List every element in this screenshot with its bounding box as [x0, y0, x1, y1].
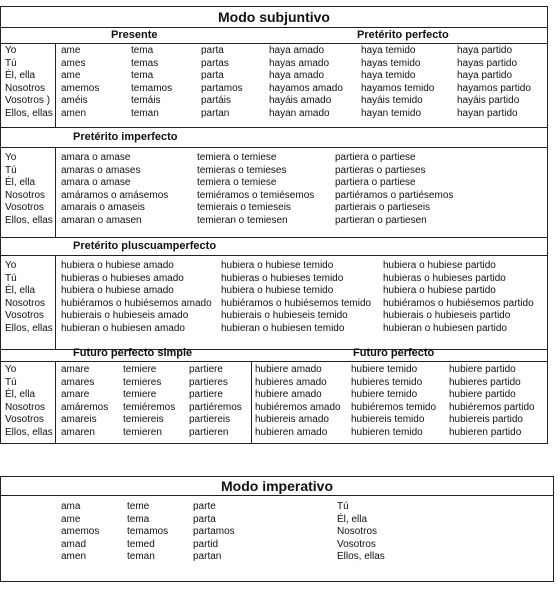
- conjugation-cell: teme: [127, 501, 150, 512]
- conjugation-cell: partiera o partiese: [335, 152, 416, 163]
- pronoun-column: [5, 45, 53, 120]
- divider: [1, 127, 547, 128]
- conjugation-cell: partiere: [189, 389, 223, 400]
- conjugation-cell: haya amado: [269, 45, 325, 56]
- pronoun-divider: [55, 361, 56, 443]
- conjugation-cell: hayas temido: [361, 57, 421, 69]
- conjugation-cell: ame: [61, 513, 81, 525]
- conjugation-cell: amarais o amaseis: [61, 202, 145, 213]
- conjugation-cell: hubiere amado: [255, 389, 322, 400]
- conjugation-cell: partiéramos o partiésemos: [335, 189, 454, 201]
- conjugation-cell: hayamos temido: [361, 82, 435, 94]
- conjugation-cell: Ellos, ellas: [337, 551, 385, 562]
- conjugation-cell: partieren: [189, 426, 229, 438]
- conjugation-cell: temiere: [123, 364, 157, 375]
- conjugation-cell: Tú: [5, 164, 17, 176]
- conjugation-cell: Vosotros: [5, 310, 44, 321]
- conjugation-cell: hayas partido: [457, 57, 518, 69]
- pronoun-divider: [55, 43, 56, 127]
- conjugation-cell: amemos: [61, 526, 100, 537]
- subjunctive-table: [0, 6, 548, 444]
- conjugation-cell: amaren: [61, 426, 95, 438]
- conjugation-cell: hubiere amado: [255, 364, 322, 375]
- conjugation-cell: hubierais o hubieseis temido: [221, 310, 348, 321]
- conjugation-cell: temiera o temiese: [197, 177, 277, 188]
- conjugation-cell: hubiera o hubiese temido: [221, 260, 334, 271]
- futuro-simple-er-column: [123, 364, 175, 439]
- conjugation-cell: haya partido: [457, 70, 513, 81]
- conjugation-cell: hubierais o hubieseis amado: [61, 310, 189, 321]
- conjugation-cell: ame: [61, 45, 81, 56]
- conjugation-cell: hubiéramos o hubiésemos temido: [221, 297, 372, 309]
- conjugation-cell: temieres: [123, 376, 162, 388]
- conjugation-cell: Nosotros: [5, 297, 46, 309]
- futuro-perfecto-ar-column: [255, 364, 341, 439]
- pronoun-column: [5, 152, 53, 227]
- conjugation-cell: hubiéremos temido: [351, 401, 437, 413]
- conjugation-cell: Ellos, ellas: [5, 322, 53, 334]
- conjugation-cell: partiera o partiese: [335, 177, 416, 188]
- conjugation-cell: hubieras o hubieses temido: [221, 272, 344, 284]
- conjugation-cell: parta: [201, 70, 224, 81]
- conjugation-cell: améis: [61, 95, 88, 106]
- conjugation-cell: amara o amase: [61, 177, 131, 188]
- conjugation-cell: Él, ella: [337, 513, 368, 525]
- conjugation-cell: hubiere partido: [449, 389, 516, 400]
- conjugation-cell: teman: [131, 107, 159, 119]
- divider: [1, 361, 547, 362]
- conjugation-cell: Tú: [5, 57, 17, 69]
- perfecto-er-column: [361, 45, 434, 120]
- conjugation-cell: Yo: [5, 260, 17, 271]
- conjugation-cell: Nosotros: [5, 401, 46, 413]
- conjugation-cell: hubieren amado: [255, 426, 328, 438]
- conjugation-cell: ama: [61, 501, 81, 512]
- conjugation-cell: temiera o temiese: [197, 152, 277, 163]
- imperative-ar-column: [61, 501, 99, 564]
- futuro-simple-ar-column: [61, 364, 108, 439]
- imperfecto-ir-column: [335, 152, 453, 227]
- conjugation-cell: partieres: [189, 376, 228, 388]
- conjugation-cell: temieran o temiesen: [197, 214, 288, 226]
- conjugation-cell: tema: [131, 45, 154, 56]
- futuro-perfecto-heading: Futuro perfecto: [353, 347, 435, 359]
- futuro-perfecto-ir-column: [449, 364, 535, 439]
- conjugation-cell: hubiera o hubiese amado: [61, 260, 174, 271]
- conjugation-cell: hubieres partido: [449, 376, 521, 388]
- conjugation-cell: temamos: [127, 526, 169, 537]
- conjugation-cell: Nosotros: [5, 82, 46, 94]
- conjugation-cell: partid: [193, 538, 219, 550]
- conjugation-cell: hubiereis partido: [449, 414, 523, 425]
- pronoun-divider: [55, 147, 56, 237]
- conjugation-cell: partamos: [193, 526, 235, 537]
- conjugation-cell: Él, ella: [5, 389, 36, 400]
- conjugation-cell: hubieras o hubieses amado: [61, 272, 184, 284]
- conjugation-cell: temieren: [123, 426, 162, 438]
- conjugation-cell: Tú: [337, 501, 349, 512]
- conjugation-cell: Él, ella: [5, 70, 36, 81]
- conjugation-cell: hubieran o hubiesen temido: [221, 322, 345, 334]
- divider: [1, 237, 547, 238]
- conjugation-cell: amare: [61, 364, 90, 375]
- conjugation-cell: amáremos: [61, 401, 109, 413]
- conjugation-cell: partan: [201, 107, 230, 119]
- conjugation-cell: amares: [61, 376, 95, 388]
- conjugation-cell: temiereis: [123, 414, 164, 425]
- conjugation-cell: hubieras o hubieses partido: [383, 272, 506, 284]
- presente-ir-column: [201, 45, 243, 120]
- conjugation-cell: hubieres temido: [351, 376, 423, 388]
- conjugation-cell: temieras o temieses: [197, 164, 287, 176]
- conjugation-cell: amen: [61, 107, 87, 119]
- conjugation-cell: hayan temido: [361, 107, 422, 119]
- pronoun-column: [5, 260, 53, 335]
- conjugation-cell: partamos: [201, 82, 243, 94]
- presente-er-column: [131, 45, 172, 120]
- presente-heading: Presente: [111, 29, 158, 41]
- conjugation-cell: haya partido: [457, 45, 513, 56]
- conjugation-cell: hubiéremos amado: [255, 401, 341, 413]
- conjugation-cell: hubiera o hubiese amado: [61, 285, 174, 296]
- conjugation-cell: hubiéremos partido: [449, 401, 535, 413]
- conjugation-cell: hubieren temido: [351, 426, 423, 438]
- conjugation-cell: amara o amase: [61, 152, 131, 163]
- conjugation-cell: Vosotros: [5, 202, 44, 213]
- conjugation-cell: Él, ella: [5, 177, 36, 188]
- conjugation-cell: hayáis temido: [361, 95, 423, 106]
- conjugation-cell: hubierais o hubieseis partido: [383, 310, 511, 321]
- conjugation-cell: hayáis amado: [269, 95, 332, 106]
- conjugation-cell: amemos: [61, 82, 100, 94]
- conjugation-cell: hubiereis amado: [255, 414, 329, 425]
- conjugation-cell: hayamos amado: [269, 82, 343, 94]
- conjugation-cell: Nosotros: [5, 189, 46, 201]
- conjugation-cell: hayamos partido: [457, 82, 531, 94]
- futuro-simple-heading: Futuro perfecto simple: [73, 347, 193, 359]
- conjugation-cell: teman: [127, 551, 155, 562]
- divider: [1, 147, 547, 148]
- presente-ar-column: [61, 45, 99, 120]
- conjugation-cell: parte: [193, 501, 216, 512]
- conjugation-cell: partiere: [189, 364, 223, 375]
- perfecto-ar-column: [269, 45, 343, 120]
- conjugation-cell: hubieran o hubiesen partido: [383, 322, 507, 334]
- conjugation-cell: hubiere partido: [449, 364, 516, 375]
- divider: [1, 255, 547, 256]
- perfecto-ir-column: [457, 45, 531, 120]
- pluscuamperfecto-er-column: [221, 260, 371, 335]
- conjugation-cell: temas: [131, 57, 159, 69]
- conjugation-cell: amen: [61, 551, 87, 562]
- conjugation-cell: temiéramos o temiésemos: [197, 189, 315, 201]
- conjugation-cell: hubiéramos o hubiésemos amado: [61, 297, 212, 309]
- tense-divider: [251, 361, 252, 443]
- conjugation-cell: Ellos, ellas: [5, 214, 53, 226]
- conjugation-cell: temierais o temieseis: [197, 202, 291, 213]
- conjugation-cell: partieras o partieses: [335, 164, 426, 176]
- subjunctive-title: Modo subjuntivo: [1, 7, 547, 28]
- conjugation-cell: hubieren partido: [449, 426, 522, 438]
- imperfecto-ar-column: [61, 152, 168, 227]
- futuro-perfecto-er-column: [351, 364, 436, 439]
- conjugation-cell: partan: [193, 551, 222, 562]
- conjugation-cell: haya amado: [269, 70, 325, 81]
- imperfecto-er-column: [197, 152, 314, 227]
- conjugation-cell: Yo: [5, 364, 17, 375]
- imperative-ir-column: [193, 501, 235, 564]
- conjugation-cell: Vosotros ): [5, 95, 51, 106]
- imperfecto-heading: Pretérito imperfecto: [73, 131, 178, 143]
- conjugation-cell: parta: [193, 513, 216, 525]
- conjugation-cell: Vosotros: [5, 414, 44, 425]
- conjugation-cell: hubieres amado: [255, 376, 327, 388]
- conjugation-cell: partieran o partiesen: [335, 214, 427, 226]
- pluscuamperfecto-ir-column: [383, 260, 534, 335]
- conjugation-cell: Ellos, ellas: [5, 426, 53, 438]
- imperative-title: Modo imperativo: [1, 477, 553, 496]
- conjugation-cell: Vosotros: [337, 538, 376, 550]
- conjugation-cell: tema: [131, 70, 154, 81]
- conjugation-cell: hayáis partido: [457, 95, 520, 106]
- conjugation-cell: hubiereis temido: [351, 414, 425, 425]
- conjugation-cell: partierais o partieseis: [335, 202, 431, 213]
- pronoun-divider: [55, 255, 56, 349]
- pluscuamperfecto-ar-column: [61, 260, 212, 335]
- conjugation-cell: Él, ella: [5, 285, 36, 296]
- conjugation-cell: Nosotros: [337, 526, 378, 537]
- conjugation-cell: hubiere temido: [351, 389, 418, 400]
- conjugation-cell: ame: [61, 70, 81, 81]
- conjugation-cell: tema: [127, 513, 150, 525]
- conjugation-cell: temed: [127, 538, 155, 550]
- conjugation-cell: hubiéramos o hubiésemos partido: [383, 297, 534, 309]
- conjugation-cell: hubiere temido: [351, 364, 418, 375]
- imperative-er-column: [127, 501, 168, 564]
- conjugation-cell: amareis: [61, 414, 97, 425]
- conjugation-cell: hubiera o hubiese partido: [383, 285, 496, 296]
- pronoun-column: [5, 364, 53, 439]
- conjugation-cell: Yo: [5, 152, 17, 163]
- conjugation-cell: amare: [61, 389, 90, 400]
- divider: [1, 43, 547, 44]
- conjugation-cell: hubiera o hubiese partido: [383, 260, 496, 271]
- conjugation-cell: Tú: [5, 376, 17, 388]
- conjugation-cell: haya temido: [361, 45, 416, 56]
- futuro-simple-ir-column: [189, 364, 242, 439]
- conjugation-cell: partas: [201, 57, 229, 69]
- conjugation-cell: temiere: [123, 389, 157, 400]
- conjugation-cell: hayan partido: [457, 107, 518, 119]
- perfecto-heading: Pretérito perfecto: [357, 29, 449, 41]
- conjugation-cell: amaras o amases: [61, 164, 141, 176]
- pluscuamperfecto-heading: Pretérito pluscuamperfecto: [73, 240, 217, 252]
- conjugation-cell: partáis: [201, 95, 232, 106]
- conjugation-cell: amáramos o amásemos: [61, 189, 169, 201]
- conjugation-cell: temáis: [131, 95, 161, 106]
- conjugation-cell: amad: [61, 538, 87, 550]
- conjugation-cell: hayas amado: [269, 57, 330, 69]
- conjugation-cell: haya temido: [361, 70, 416, 81]
- conjugation-cell: hubiera o hubiese temido: [221, 285, 334, 296]
- conjugation-cell: hubieran o hubiesen amado: [61, 322, 185, 334]
- conjugation-cell: Yo: [5, 45, 17, 56]
- conjugation-cell: Ellos, ellas: [5, 107, 53, 119]
- conjugation-cell: partiéremos: [189, 401, 242, 413]
- conjugation-cell: temiéremos: [123, 401, 176, 413]
- conjugation-cell: Tú: [5, 272, 17, 284]
- conjugation-cell: partiereis: [189, 414, 231, 425]
- conjugation-cell: temamos: [131, 82, 173, 94]
- conjugation-cell: parta: [201, 45, 224, 56]
- imperative-table: [0, 476, 554, 582]
- conjugation-cell: hayan amado: [269, 107, 330, 119]
- imperative-pronoun-column: [337, 501, 385, 564]
- conjugation-cell: amaran o amasen: [61, 214, 142, 226]
- conjugation-cell: ames: [61, 57, 86, 69]
